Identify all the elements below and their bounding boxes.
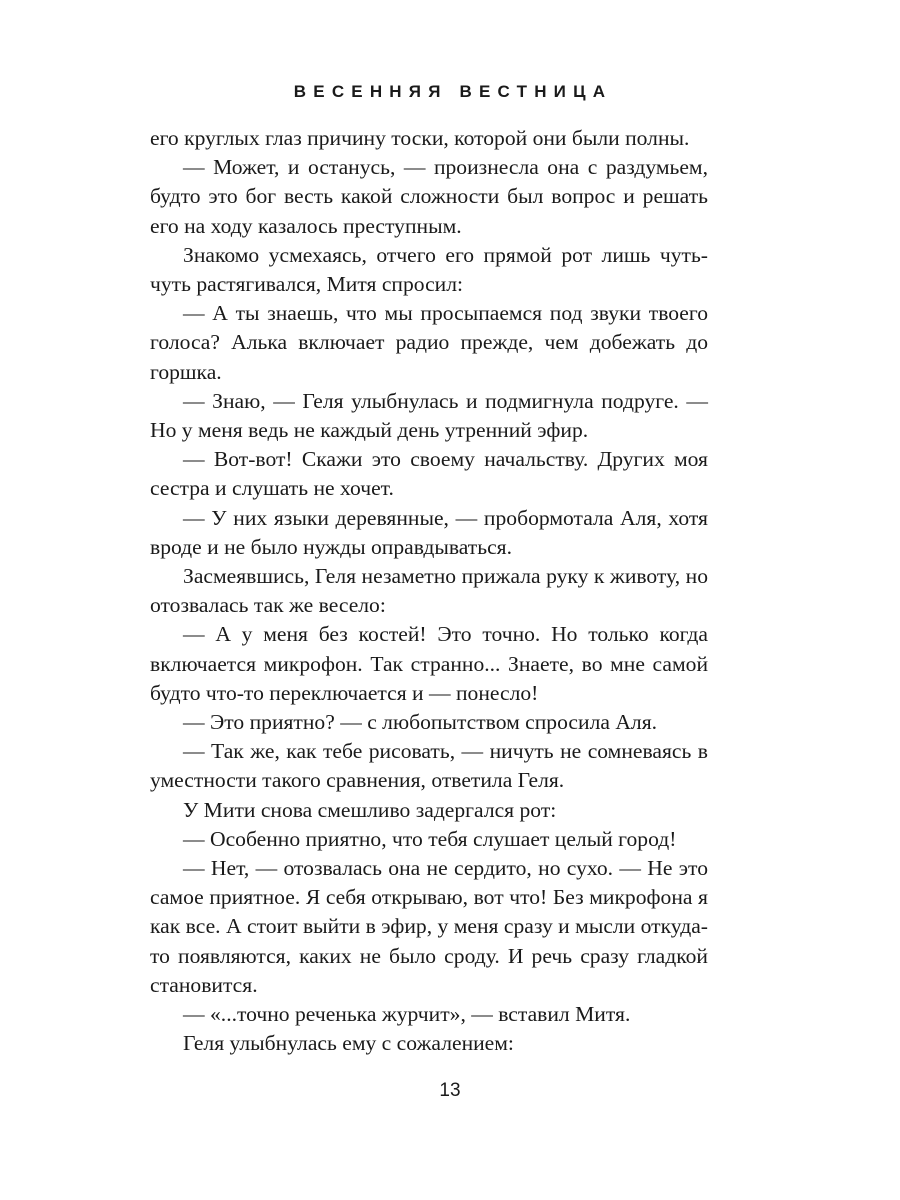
paragraph: — Так же, как тебе рисовать, — ничуть не сомневаясь в уместности такого сравнения, ответила Геля. <box>150 739 708 793</box>
paragraph: Знакомо усмехаясь, отчего его прямой рот лишь чуть-чуть растягивался, Митя спросил: <box>150 242 708 297</box>
paragraph: — У них языки деревянные, — пробормотала Аля, хотя вроде и не было нужды оправдываться. <box>150 505 708 559</box>
paragraph: — А у меня без костей! Это точно. Но только когда включается микрофон. Так странно... Знаете, во мне самой будто что-то переключается и — понесло! <box>150 622 708 705</box>
paragraph: — Вот-вот! Скажи это своему начальству. Других моя сестра и слушать не хочет. <box>150 447 708 501</box>
paragraph: — «...точно реченька журчит», — вставил Митя. <box>183 1002 631 1027</box>
paragraph: — А ты знаешь, что мы просыпаемся под звуки твоего голоса? Алька включает радио прежде, чем добежать до горшка. <box>150 301 708 384</box>
paragraph: его круглых глаз причину тоски, которой они были полны. <box>150 126 690 150</box>
paragraph: — Знаю, — Геля улыбнулась и подмигнула подруге. — Но у меня ведь не каждый день утренний эфир. <box>150 388 708 443</box>
paragraph: Засмеявшись, Геля незаметно прижала руку к животу, но отозвалась так же весело: <box>150 564 708 618</box>
paragraph: Геля улыбнулась ему с сожалением: <box>183 1031 514 1056</box>
page-number: 13 <box>439 1080 461 1101</box>
paragraph: — Может, и останусь, — произнесла она с раздумьем, будто это бог весть какой сложности был вопрос и решать его на ходу казалось преступным. <box>150 155 708 238</box>
body-text <box>150 124 708 1059</box>
running-head: ВЕСЕННЯЯ ВЕСТНИЦА <box>293 82 613 101</box>
paragraph: — Особенно приятно, что тебя слушает целый город! <box>183 826 677 851</box>
paragraph: — Это приятно? — с любопытством спросила Аля. <box>183 710 658 735</box>
paragraph: — Нет, — отозвалась она не сердито, но сухо. — Не это самое приятное. Я себя открываю, вот что! Без микрофона я как все. А стоит выйти в эфир, у меня сразу и мысли откуда-то появляются, каких не было сроду. И речь сразу гладкой становится. <box>150 856 708 997</box>
paragraph: У Мити снова смешливо задергался рот: <box>183 797 557 822</box>
